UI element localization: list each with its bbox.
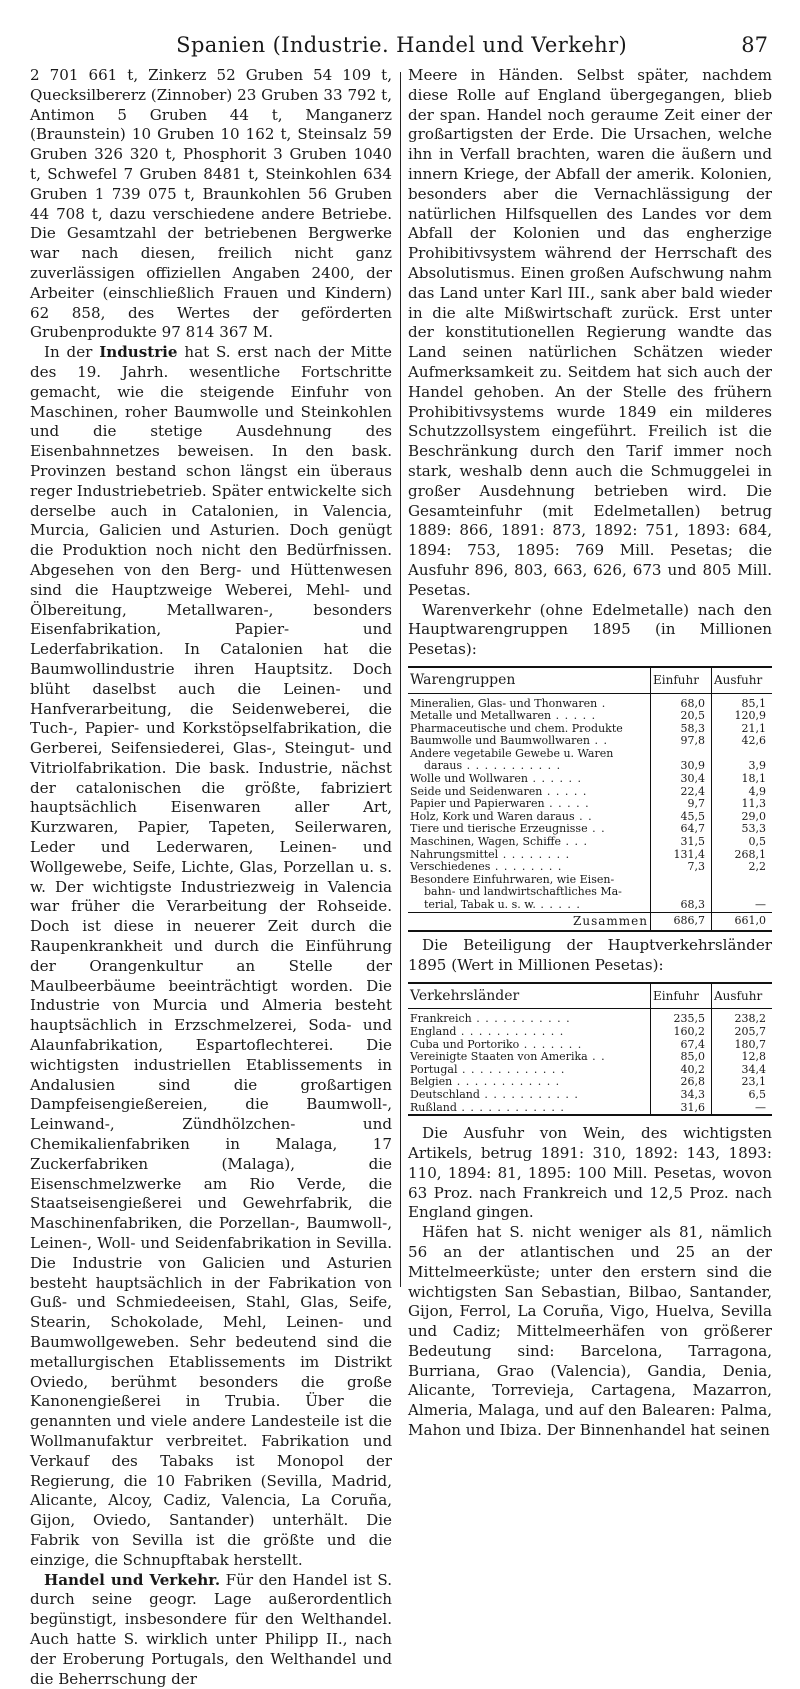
leader-dots: . . . . . . — [527, 772, 582, 786]
export-value: 12,8 — [741, 1050, 766, 1064]
row-label: Papier und Papierwaren — [410, 797, 545, 811]
export-value: 180,7 — [734, 1037, 766, 1051]
export-value: 3,9 — [748, 759, 766, 773]
trade-paragraph: Handel und Verkehr. Für den Handel ist S. durch seine geogr. Lage außerordentlich begünstigt, insbesondere für den Welthandel. Auch hatte S. wirklich unter Philipp II., nach der Eroberung Portugals, den Welthandel und die Beherrschung der — [30, 1570, 392, 1688]
left-column — [30, 66, 392, 1689]
leader-dots: . . . . . . . . . . . — [479, 1087, 579, 1101]
leader-dots: . — [597, 696, 607, 710]
export-value: 11,3 — [741, 797, 766, 811]
export-value: 0,5 — [748, 835, 766, 849]
import-value: 67,4 — [651, 1039, 712, 1052]
import-value: 68,3 — [651, 899, 712, 912]
export-value: 18,1 — [741, 772, 766, 786]
table1-caption: Warenverkehr (ohne Edelmetalle) nach den Hauptwarengruppen 1895 (in Millionen Pesetas): — [408, 600, 772, 659]
import-value: 58,3 — [651, 723, 712, 736]
table2-header-import: Einfuhr — [651, 983, 712, 1009]
industry-paragraph: In der Industrie hat S. erst nach der Mitte des 19. Jahrh. wesentliche Fortschritte gemacht, wie die steigende Einfuhr von Maschinen, roher Baumwolle und Steinkohlen und die stetige Ausdehnung des Eisenbahnnetzes beweisen. In den bask. Provinzen bestand schon längst ein überaus reger Industriebetrieb. Später entwickelte sich derselbe auch in Catalonien, in Valencia, Murcia, Galicien und Asturien. Doch genügt die Produktion noch nicht den Bedürfnissen. Abgesehen von den Berg- und Hüttenwesen sind die Hauptzweige Weberei, Mehl- und Ölbereitung, Metallwaren-, besonders Eisenfabrikation, Papier- und Lederfabrikation. In Catalonien hat die Baumwollindustrie ihren Hauptsitz. Doch blüht daselbst auch die Leinen- und Hanfverarbeitung, die Seidenweberei, die Tuch-, Papier- und Korkstöpselfabrikation, die Gerberei, Seifensiederei, Glas-, Steingut- und Vitriolfabrikation. Die bask. Industrie, nächst der catalonischen die größte, fabriziert hauptsächlich Eisenwaren aller Art, Kurzwaren, Papier, Tapeten, Seilerwaren, Leder und Lederwaren, Leinen- und Wollgewebe, Seife, Lichte, Glas, Porzellan u. s. w. Der wichtigste Industriezweig in Valencia war früher die Verarbeitung der Rohseide. Doch ist diese in neuerer Zeit durch die Raupenkrankheit und durch die Einführung der Orangenkultur an Stelle der Maulbeerbäume beeinträchtigt worden. Die Industrie von Murcia und Almeria besteht hauptsächlich in Erzschmelzerei, Soda- und Alaunfabrikation, Espartoflechterei. Die wichtigsten industriellen Etablissements in Andalusien sind die großartigen Dampfeisengießereien, die Baumwoll-, Leinwand-, Zündhölzchen- und Chemikalienfabriken in Malaga, 17 Zuckerfabriken (Malaga), die Eisenschmelzwerke am Rio Verde, die Staatseisengießerei und Gewehrfabrik, die Maschinenfabriken, die Porzellan-, Baumwoll-, Leinen-, Woll- und Seidenfabrikation in Sevilla. Die Industrie von Galicien und Asturien besteht hauptsächlich in der Fabrikation von Guß- und Schmiedeeisen, Stahl, Glas, Seife, Stearin, Schokolade, Mehl, Leinen- und Baumwollgeweben. Sehr bedeutend sind die metallurgischen Etablissements im Distrikt Oviedo, berühmt besonders die große Kanonengießerei in Trubia. Über die genannten und viele andere Landesteile ist die Wollmanufaktur verbreitet. Fabrikation und Verkauf des Tabaks ist Monopol der Regierung, die 10 Fabriken (Sevilla, Madrid, Alicante, Alcoy, Cadiz, Valencia, La Coruña, Gijon, Oviedo, Santander) unterhält. Die Fabrik von Sevilla ist die größte und die einzige, die Schnupftabak herstellt. — [30, 343, 392, 1569]
export-value: 34,4 — [741, 1062, 766, 1076]
row-label: Wolle und Wollwaren — [410, 772, 528, 786]
export-value: 42,6 — [741, 734, 766, 748]
leader-dots: . . . . . — [551, 709, 597, 723]
row-label: Deutschland — [410, 1087, 480, 1101]
import-value: 160,2 — [651, 1026, 712, 1039]
row-label: Frankreich — [410, 1012, 472, 1026]
row-label: England — [410, 1024, 457, 1038]
column-divider — [400, 72, 401, 1287]
trade-history-paragraph: Meere in Händen. Selbst später, nachdem diese Rolle auf England übergegangen, blieb der span. Handel noch geraume Zeit einer der großartigsten der Erde. Die Ursachen, welche ihn in Verfall brachten, waren die äußern und innern Kriege, der Abfall der amerik. Kolonien, besonders aber die Vernachlässigung der natürlichen Hilfsquellen des Landes vor dem Abfall der Kolonien und das engherzige Prohibitivsystem während der Herrschaft des Absolutismus. Einen großen Aufschwung nahm das Land unter Karl III., sank aber bald wieder in die alte Mißwirtschaft zurück. Erst unter der konstitutionellen Regierung wandte das Land seinen natürlichen Schätzen wieder Aufmerksamkeit zu. Seitdem hat sich auch der Handel gehoben. An der Stelle des frühern Prohibitivsystems wurde 1849 ein milderes Schutzzollsystem eingeführt. Freilich ist die Beschränkung durch den Tarif immer noch stark, weshalb denn auch die Schmuggelei in großer Ausdehnung betrieben wird. Die Gesamteinfuhr (mit Edelmetallen) betrug 1889: 866, 1891: 873, 1892: 751, 1893: 684, 1894: 753, 1895: 769 Mill. Pesetas; die Ausfuhr 896, 803, 663, 626, 673 und 805 Mill. Pesetas. — [408, 66, 772, 599]
row-label: Portugal — [410, 1062, 458, 1076]
export-value: 268,1 — [734, 847, 766, 861]
leader-dots: . . . . . . . . . . . . — [457, 1062, 566, 1076]
mining-statistics-paragraph: 2 701 661 t, Zinkerz 52 Gruben 54 109 t, Quecksilbererz (Zinnober) 23 Gruben 33 792 t, Antimon 5 Gruben 44 t, Manganerz (Braunstein) 10 Gruben 10 162 t, Steinsalz 59 Gruben 326 320 t, Phosphorit 3 Gruben 1040 t, Schwefel 7 Gruben 8481 t, Steinkohlen 634 Gruben 1 739 075 t, Braunkohlen 56 Gruben 44 708 t, dazu verschiedene andere Betriebe. Die Gesamtzahl der betriebenen Bergwerke war nach diesen, freilich nicht ganz zuverlässigen offiziellen Angaben 2400, der Arbeiter (einschließlich Frauen und Kindern) 62 858, des Wertes der geförderten Grubenprodukte 97 814 367 M. — [30, 66, 392, 342]
import-value: 34,3 — [651, 1089, 712, 1102]
row-label: Rußland — [410, 1100, 457, 1114]
wine-export-paragraph: Die Ausfuhr von Wein, des wichtigsten Artikels, betrug 1891: 310, 1892: 143, 1893: 110, 1894: 81, 1895: 100 Mill. Pesetas, wovon 63 Proz. nach Frankreich und 12,5 Proz. nach England gingen. — [408, 1124, 772, 1222]
table-row — [408, 899, 772, 912]
table1-header-import: Einfuhr — [651, 667, 712, 693]
row-label: terial, Tabak u. s. w. — [410, 898, 536, 911]
goods-trade-table — [408, 666, 772, 932]
import-value: 31,5 — [651, 836, 712, 849]
right-column — [408, 66, 772, 1441]
table2-body — [408, 1009, 772, 1115]
countries-trade-table — [408, 982, 772, 1116]
leader-dots: . . — [587, 822, 606, 836]
table1-body — [408, 693, 772, 931]
import-value: 30,9 — [651, 760, 712, 773]
row-label: Holz, Kork und Waren daraus — [410, 809, 575, 823]
table1-header-export: Ausfuhr — [712, 667, 773, 693]
leader-dots: . . . . . — [542, 784, 588, 798]
row-label: Seide und Seidenwaren — [410, 784, 543, 798]
export-value: 205,7 — [734, 1024, 766, 1038]
export-value: 2,2 — [748, 860, 766, 874]
row-label: Belgien — [410, 1075, 453, 1089]
row-label: daraus — [410, 759, 463, 773]
export-value: 21,1 — [741, 721, 766, 735]
export-value: 6,5 — [748, 1087, 766, 1101]
row-label: Besondere Einfuhrwaren, wie Eisen- — [410, 872, 615, 886]
leader-dots: . . . . . . . — [519, 1037, 583, 1051]
row-label: Pharmaceutische und chem. Produkte — [410, 721, 623, 735]
leader-dots: . . . . . . . . . . . . — [456, 1100, 565, 1114]
table2-header-export: Ausfuhr — [712, 983, 773, 1009]
table2-header-countries: Verkehrsländer — [408, 983, 651, 1009]
total-label: Zusammen — [408, 912, 651, 931]
table-row — [408, 693, 772, 710]
row-label: Mineralien, Glas- und Thonwaren — [410, 696, 598, 710]
leader-dots: . . — [590, 734, 609, 748]
trade-heading: Handel und Verkehr. — [44, 1570, 221, 1589]
import-value: 97,8 — [651, 735, 712, 748]
export-value: 53,3 — [741, 822, 766, 836]
export-value: 85,1 — [741, 696, 766, 710]
import-value: 64,7 — [651, 823, 712, 836]
leader-dots: . . . . . — [535, 898, 581, 911]
export-value: 4,9 — [748, 784, 766, 798]
row-label: Andere vegetabile Gewebe u. Waren — [410, 746, 614, 760]
industry-heading: Industrie — [99, 343, 178, 362]
running-title: Spanien (Industrie. Handel und Verkehr) — [176, 33, 628, 57]
row-label: Tiere und tierische Erzeugnisse — [410, 822, 588, 836]
table-row — [408, 1102, 772, 1116]
import-value: 26,8 — [651, 1076, 712, 1089]
row-label: Cuba und Portoriko — [410, 1037, 520, 1051]
table-row — [408, 1009, 772, 1026]
leader-dots: . . . . . . . . . . . . — [456, 1024, 565, 1038]
table1-header-groups: Warengruppen — [408, 667, 651, 693]
row-label: Nahrungsmittel — [410, 847, 499, 861]
export-value: 29,0 — [741, 809, 766, 823]
import-value: 45,5 — [651, 811, 712, 824]
import-value — [651, 874, 712, 887]
import-value: 20,5 — [651, 710, 712, 723]
row-label: Vereinigte Staaten von Amerika — [410, 1050, 588, 1064]
total-row — [408, 912, 772, 931]
total-export: 661,0 — [712, 912, 773, 931]
leader-dots: . . . . . . . . . . . . — [452, 1075, 561, 1089]
leader-dots: . . . . . . . . . . . — [462, 759, 562, 773]
total-import: 686,7 — [651, 912, 712, 931]
row-label: Baumwolle und Baumwollwaren — [410, 734, 591, 748]
row-label: Maschinen, Wagen, Schiffe — [410, 835, 562, 849]
import-value: 7,3 — [651, 861, 712, 874]
row-label: bahn- und landwirtschaftliches Ma- — [410, 885, 622, 899]
page-number: 87 — [741, 33, 768, 57]
export-value: — — [712, 1102, 773, 1116]
leader-dots: . . . . . . . . . . . — [471, 1012, 571, 1026]
table2-caption: Die Beteiligung der Hauptverkehrsländer 1895 (Wert in Millionen Pesetas): — [408, 936, 772, 974]
import-value: 40,2 — [651, 1064, 712, 1077]
leader-dots: . . . . . — [544, 797, 590, 811]
ports-paragraph: Häfen hat S. nicht weniger als 81, nämlich 56 an der atlantischen und 25 an der Mittelmeerküste; unter den erstern sind die wichtigsten San Sebastian, Bilbao, Santander, Gijon, Ferrol, La Coruña, Vigo, Huelva, Sevilla und Cadiz; Mittelmeerhäfen von größerer Bedeutung sind: Barcelona, Tarragona, Burriana, Grao (Valencia), Gandia, Denia, Alicante, Torrevieja, Cartagena, Mazarron, Almeria, Malaga, und auf den Balearen: Palma, Mahon und Ibiza. Der Binnenhandel hat seinen — [408, 1223, 772, 1440]
import-value: 131,4 — [651, 849, 712, 862]
page-header — [32, 28, 768, 62]
leader-dots: . . — [574, 809, 593, 823]
leader-dots: . . — [587, 1050, 606, 1064]
import-value: 9,7 — [651, 798, 712, 811]
export-value: 23,1 — [741, 1075, 766, 1089]
leader-dots: . . . — [561, 835, 589, 849]
import-value: 68,0 — [651, 693, 712, 710]
export-value: 120,9 — [734, 709, 766, 723]
leader-dots: . . . . . . . . — [498, 847, 571, 861]
import-value: 31,6 — [651, 1102, 712, 1116]
export-value: 238,2 — [734, 1012, 766, 1026]
export-value — [712, 874, 773, 887]
export-value: — — [755, 898, 766, 911]
import-value: 30,4 — [651, 773, 712, 786]
row-label: Verschiedenes — [410, 860, 491, 874]
row-label: Metalle und Metallwaren — [410, 709, 552, 723]
leader-dots: . . . . . . . . — [490, 860, 563, 874]
import-value: 235,5 — [651, 1009, 712, 1026]
import-value: 22,4 — [651, 786, 712, 799]
import-value: 85,0 — [651, 1051, 712, 1064]
